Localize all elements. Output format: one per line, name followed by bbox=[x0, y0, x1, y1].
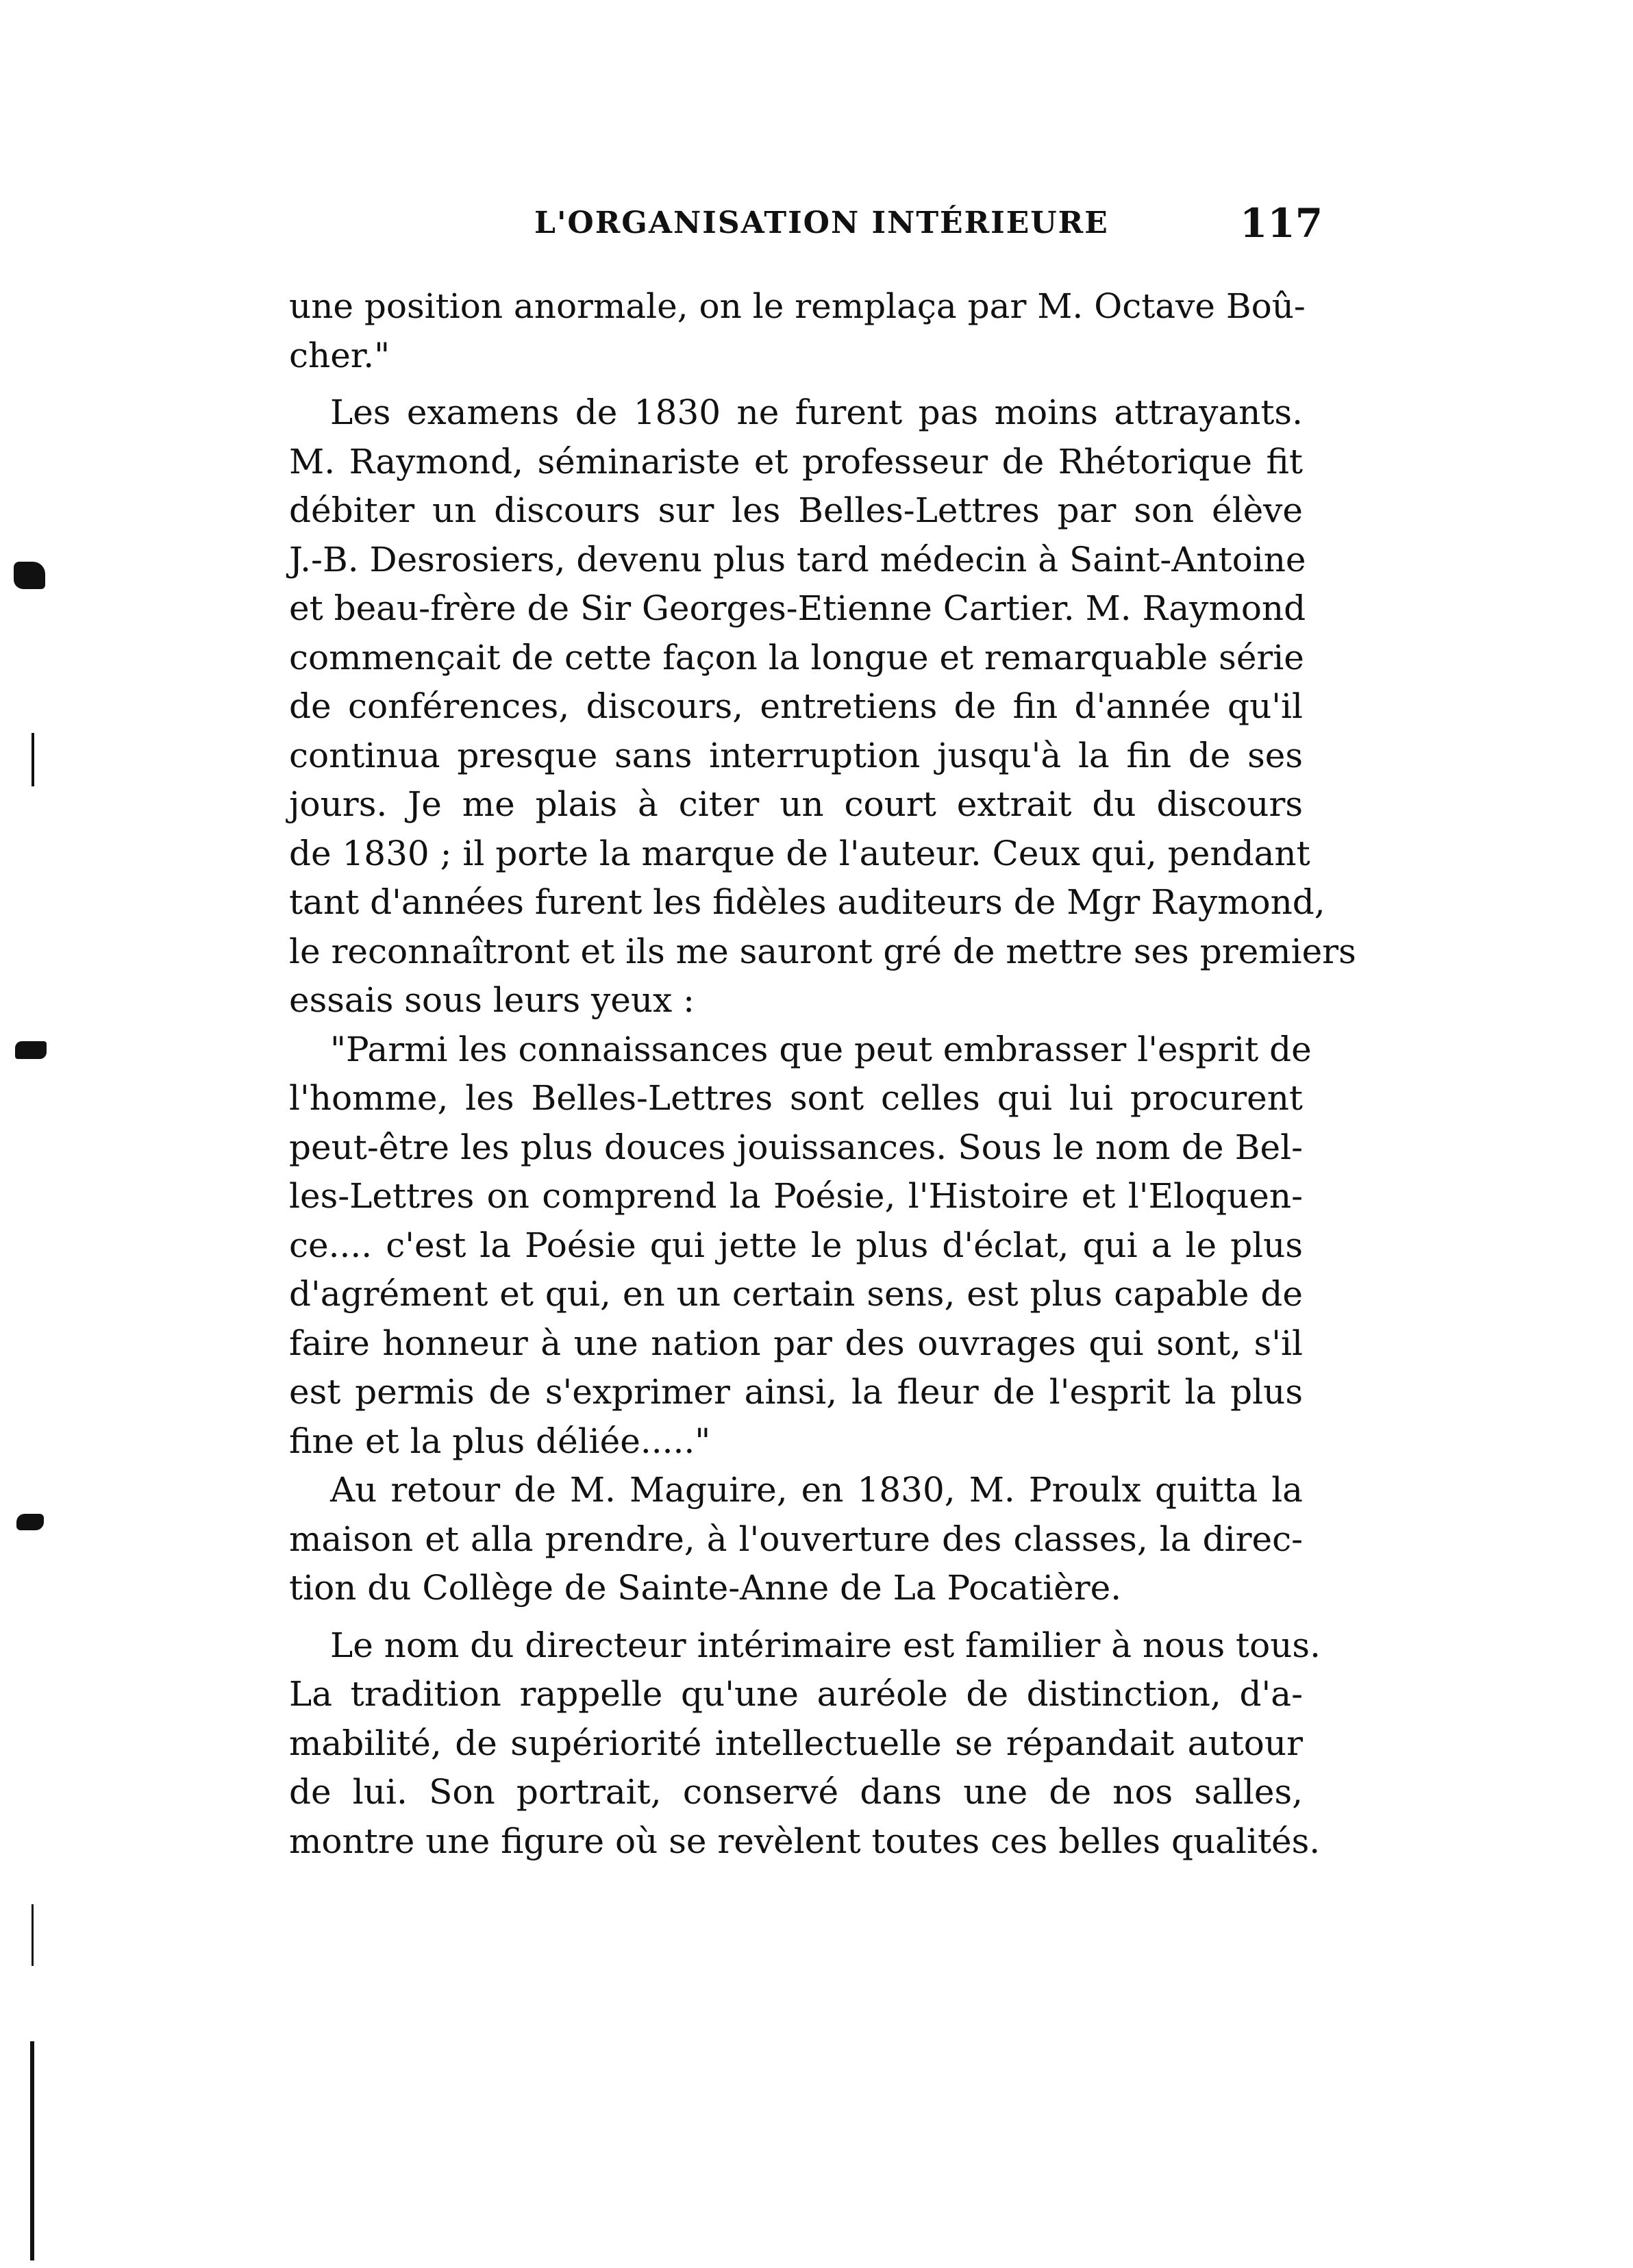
text-line: de conférences, discours, entretiens de fin d'année qu'il bbox=[289, 686, 1303, 726]
text-line: mabilité, de supériorité intellectuelle se répandait autour bbox=[289, 1723, 1303, 1763]
text-line: ce.... c'est la Poésie qui jette le plus d'éclat, qui a le plus bbox=[289, 1225, 1303, 1265]
text-line: l'homme, les Belles-Lettres sont celles qui lui procurent bbox=[289, 1078, 1303, 1118]
text-line: de 1830 ; il porte la marque de l'auteur. Ceux qui, pendant bbox=[289, 833, 1310, 873]
text-line: Le nom du directeur intérimaire est familier à nous tous. bbox=[330, 1625, 1321, 1665]
text-line: Les examens de 1830 ne furent pas moins attrayants. bbox=[330, 392, 1303, 432]
text-line: Au retour de M. Maguire, en 1830, M. Proulx quitta la bbox=[330, 1470, 1303, 1510]
page-number: 117 bbox=[1240, 200, 1323, 247]
text-line: J.-B. Desrosiers, devenu plus tard médecin à Saint-Antoine bbox=[289, 539, 1306, 580]
margin-mark bbox=[30, 2041, 34, 2260]
text-line: et beau-frère de Sir Georges-Etienne Cartier. M. Raymond bbox=[289, 588, 1306, 628]
margin-mark bbox=[14, 562, 45, 589]
text-line: maison et alla prendre, à l'ouverture des classes, la direc- bbox=[289, 1519, 1303, 1559]
text-line: peut-être les plus douces jouissances. Sous le nom de Bel- bbox=[289, 1127, 1303, 1167]
text-line: "Parmi les connaissances que peut embrasser l'esprit de bbox=[330, 1029, 1312, 1069]
text-line: de lui. Son portrait, conservé dans une de nos salles, bbox=[289, 1772, 1303, 1812]
text-line: fine et la plus déliée....." bbox=[289, 1421, 711, 1461]
text-line: essais sous leurs yeux : bbox=[289, 980, 695, 1020]
text-line: faire honneur à une nation par des ouvrages qui sont, s'il bbox=[289, 1323, 1303, 1363]
text-line: commençait de cette façon la longue et remarquable série bbox=[289, 637, 1304, 677]
text-line: cher." bbox=[289, 335, 390, 375]
text-line: les-Lettres on comprend la Poésie, l'Histoire et l'Eloquen- bbox=[289, 1176, 1303, 1216]
text-line: d'agrément et qui, en un certain sens, est plus capable de bbox=[289, 1274, 1303, 1314]
text-line: une position anormale, on le remplaça par M. Octave Boû- bbox=[289, 286, 1306, 326]
margin-mark bbox=[32, 1904, 34, 1966]
running-title: L'ORGANISATION INTÉRIEURE bbox=[534, 205, 1109, 240]
body-text bbox=[289, 282, 1356, 1866]
text-line: jours. Je me plais à citer un court extrait du discours bbox=[289, 784, 1303, 824]
margin-mark bbox=[32, 733, 34, 786]
text-line: le reconnaîtront et ils me sauront gré de mettre ses premiers bbox=[289, 931, 1356, 971]
text-line: montre une figure où se revèlent toutes ces belles qualités. bbox=[289, 1821, 1321, 1861]
text-line: M. Raymond, séminariste et professeur de Rhétorique fit bbox=[289, 441, 1303, 482]
text-line: tant d'années furent les fidèles auditeurs de Mgr Raymond, bbox=[289, 882, 1325, 922]
text-line: débiter un discours sur les Belles-Lettres par son élève bbox=[289, 490, 1303, 530]
text-line: tion du Collège de Sainte-Anne de La Pocatière. bbox=[289, 1568, 1122, 1608]
margin-mark bbox=[15, 1041, 47, 1059]
text-line: La tradition rappelle qu'une auréole de distinction, d'a- bbox=[289, 1674, 1303, 1714]
margin-mark bbox=[16, 1514, 44, 1530]
text-line: est permis de s'exprimer ainsi, la fleur de l'esprit la plus bbox=[289, 1372, 1303, 1412]
text-line: continua presque sans interruption jusqu'à la fin de ses bbox=[289, 735, 1303, 775]
